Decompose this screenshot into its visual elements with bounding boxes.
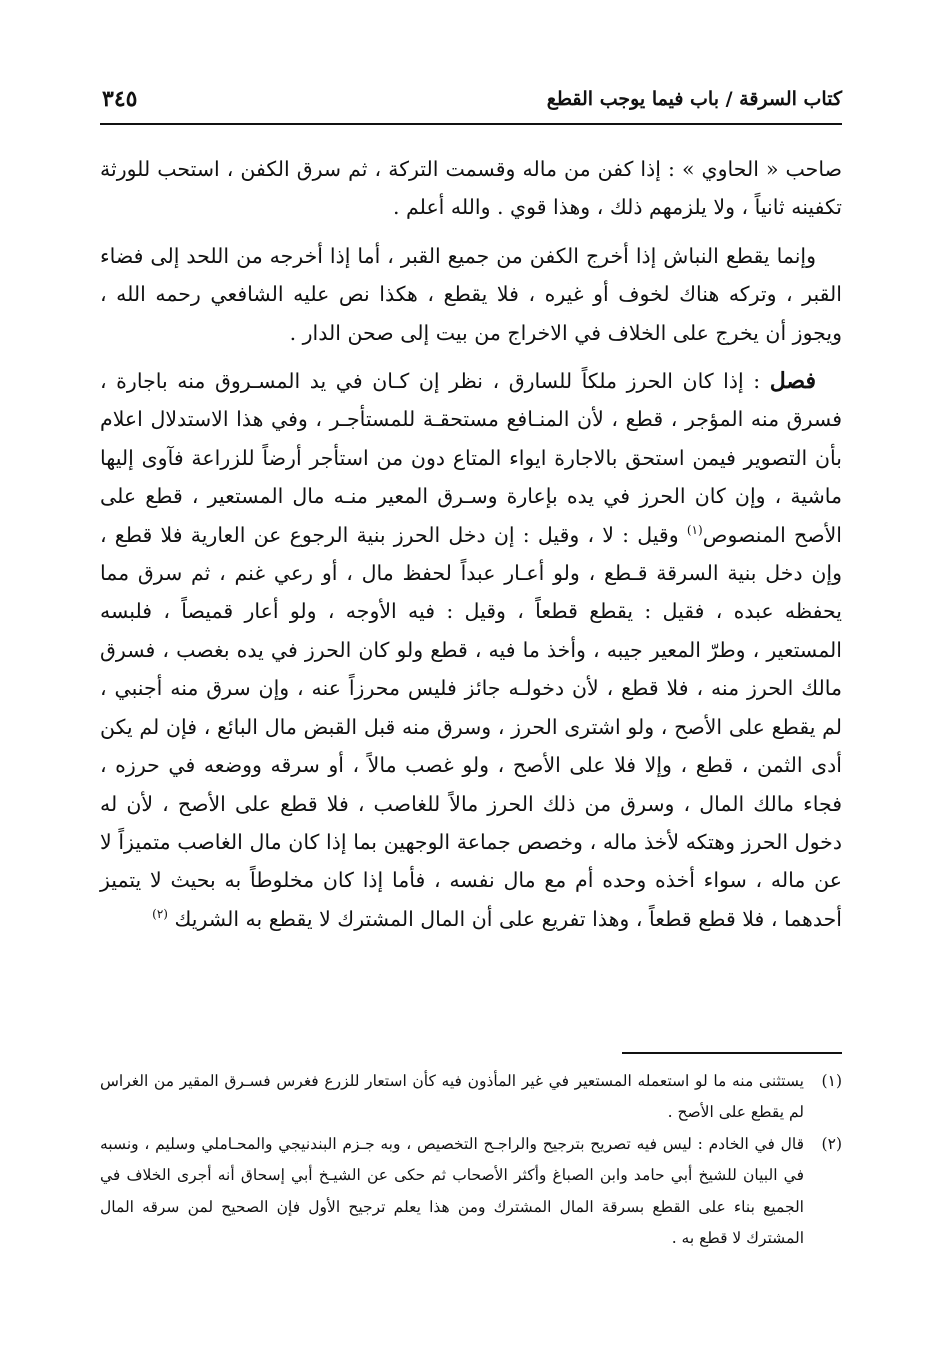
footnote-ref-1[interactable]: (١) [686,522,703,537]
footnote-1 [100,1066,842,1129]
footnote-marker-1: (١) [821,1072,842,1090]
main-text [100,150,842,938]
section-heading-fasl: فصل [769,368,816,395]
paragraph-2: وإنما يقطع النباش إذا أخرج الكفن من جميع القبر ، أما إذا أخرجه من اللحد إلى فضاء القبر ، وتركه هناك لخوف أو غيره ، فلا يقطع ، هكذا نص عليه الشافعي رحمه الله ، ويجوز أن يخرج على الخلاف في الاخراج من بيت إلى صحن الدار . [100,243,842,345]
footnote-rule [622,1052,842,1054]
page-number: ٣٤٥ [102,86,138,112]
footnote-text-2: قال في الخادم : ليس فيه تصريح بترجيح والراجـح التخصيص ، وبه جـزم البندنيجي والمحـاملي وسليم ، ونسبه في البيان للشيخ أبي حامد وابن الصباغ وأكثر الأصحاب ثم حكى عن الشيـخ أبي إسحاق أنه أجرى الخلاف في الجميع بناء على القطع بسرقة المال المشترك ومن هذا يعلم ترجيح الأول فإن الصحيح لمن سرقه المال المشترك لا قطع به . [100,1134,804,1248]
footnote-marker-2: (٢) [821,1134,842,1153]
page-header [100,86,842,118]
footnote-ref-2[interactable]: (٢) [152,906,168,921]
footnote-2 [100,1129,842,1255]
header-rule [100,123,842,125]
paragraph-3 [100,362,842,938]
paragraph-1: صاحب « الحاوي » : إذا كفن من ماله وقسمت التركة ، ثم سرق الكفن ، استحب للورثة تكفينه ثانياً ، ولا يلزمهم ذلك ، وهذا قوي . والله أعلم . [100,157,842,220]
paragraph-3-text-b: وقيل : لا ، وقيل : إن دخل الحرز بنية الرجوع عن العارية فلا قطع ، وإن دخل بنية السرقة قـطع ، ولو أعـار عبداً لحفظ مال ، أو رعي غنم ، ثم سرق مما يحفظه عبده ، فقيل : يقطع قطعاً ، وقيل : فيه الأوجه ، ولو أعار قميصاً ، فلبسه المستعير ، وطرّ المعير جيبه ، وأخذ ما فيه ، قطع ولو كان الحرز في يده بغصب ، فسرق مالك الحرز منه ، فلا قطع ، لأن دخولـه جائز فليس محرزاً عنه ، وإن سرق منه أجنبي ، لم يقطع على الأصح ، ولو اشترى الحرز ، وسرق منه قبل القبض مال البائع ، فإن لم يكن أدى الثمن ، قطع ، وإلا فلا على الأصح ، ولو غصب مالاً ، أو سرقه ووضعه في حرزه ، فجاء مالك المال ، وسرق من ذلك الحرز مالاً للغاصب ، فلا قطع على الأصح ، لأن له دخول الحرز وهتكه لأخذ ماله ، وخصص جماعة الوجهين بما إذا كان مال الغاصب متميزاً لا عن ماله ، سواء أخذه وحده أم مع مال نفسه ، فأما إذا كان مخلوطاً به بحيث لا يتميز أحدهما ، فلا قطع قطعاً ، وهذا تفريع على أن المال المشترك لا يقطع به الشريك [100,522,842,931]
running-title: كتاب السرقة / باب فيما يوجب القطع [546,88,842,110]
footnotes [100,1066,842,1254]
footnote-text-1: يستثنى منه ما لو استعمله المستعير في غير المأذون فيه كأن استعار للزرع فغرس فسـرق المقير من الغراس لم يقطع على الأصح . [100,1072,804,1122]
paragraph-3-text-a: : إذا كان الحرز ملكاً للسارق ، نظر إن كـان في يد المسـروق منه باجارة ، فسرق منه المؤجر ، قطع ، لأن المنـافع مستحقـة للمستأجـر ، وفي هذا الاستدلال اعلام بأن التصوير فيمن استحق بالاجارة ايواء المتاع دون من استأجر أرضاً للزراعة فآوى إليها ماشية ، وإن كان الحرز في يده بإعارة وسـرق المعير منـه مال المستعير ، قطع على الأصح المنصوص [100,369,842,547]
